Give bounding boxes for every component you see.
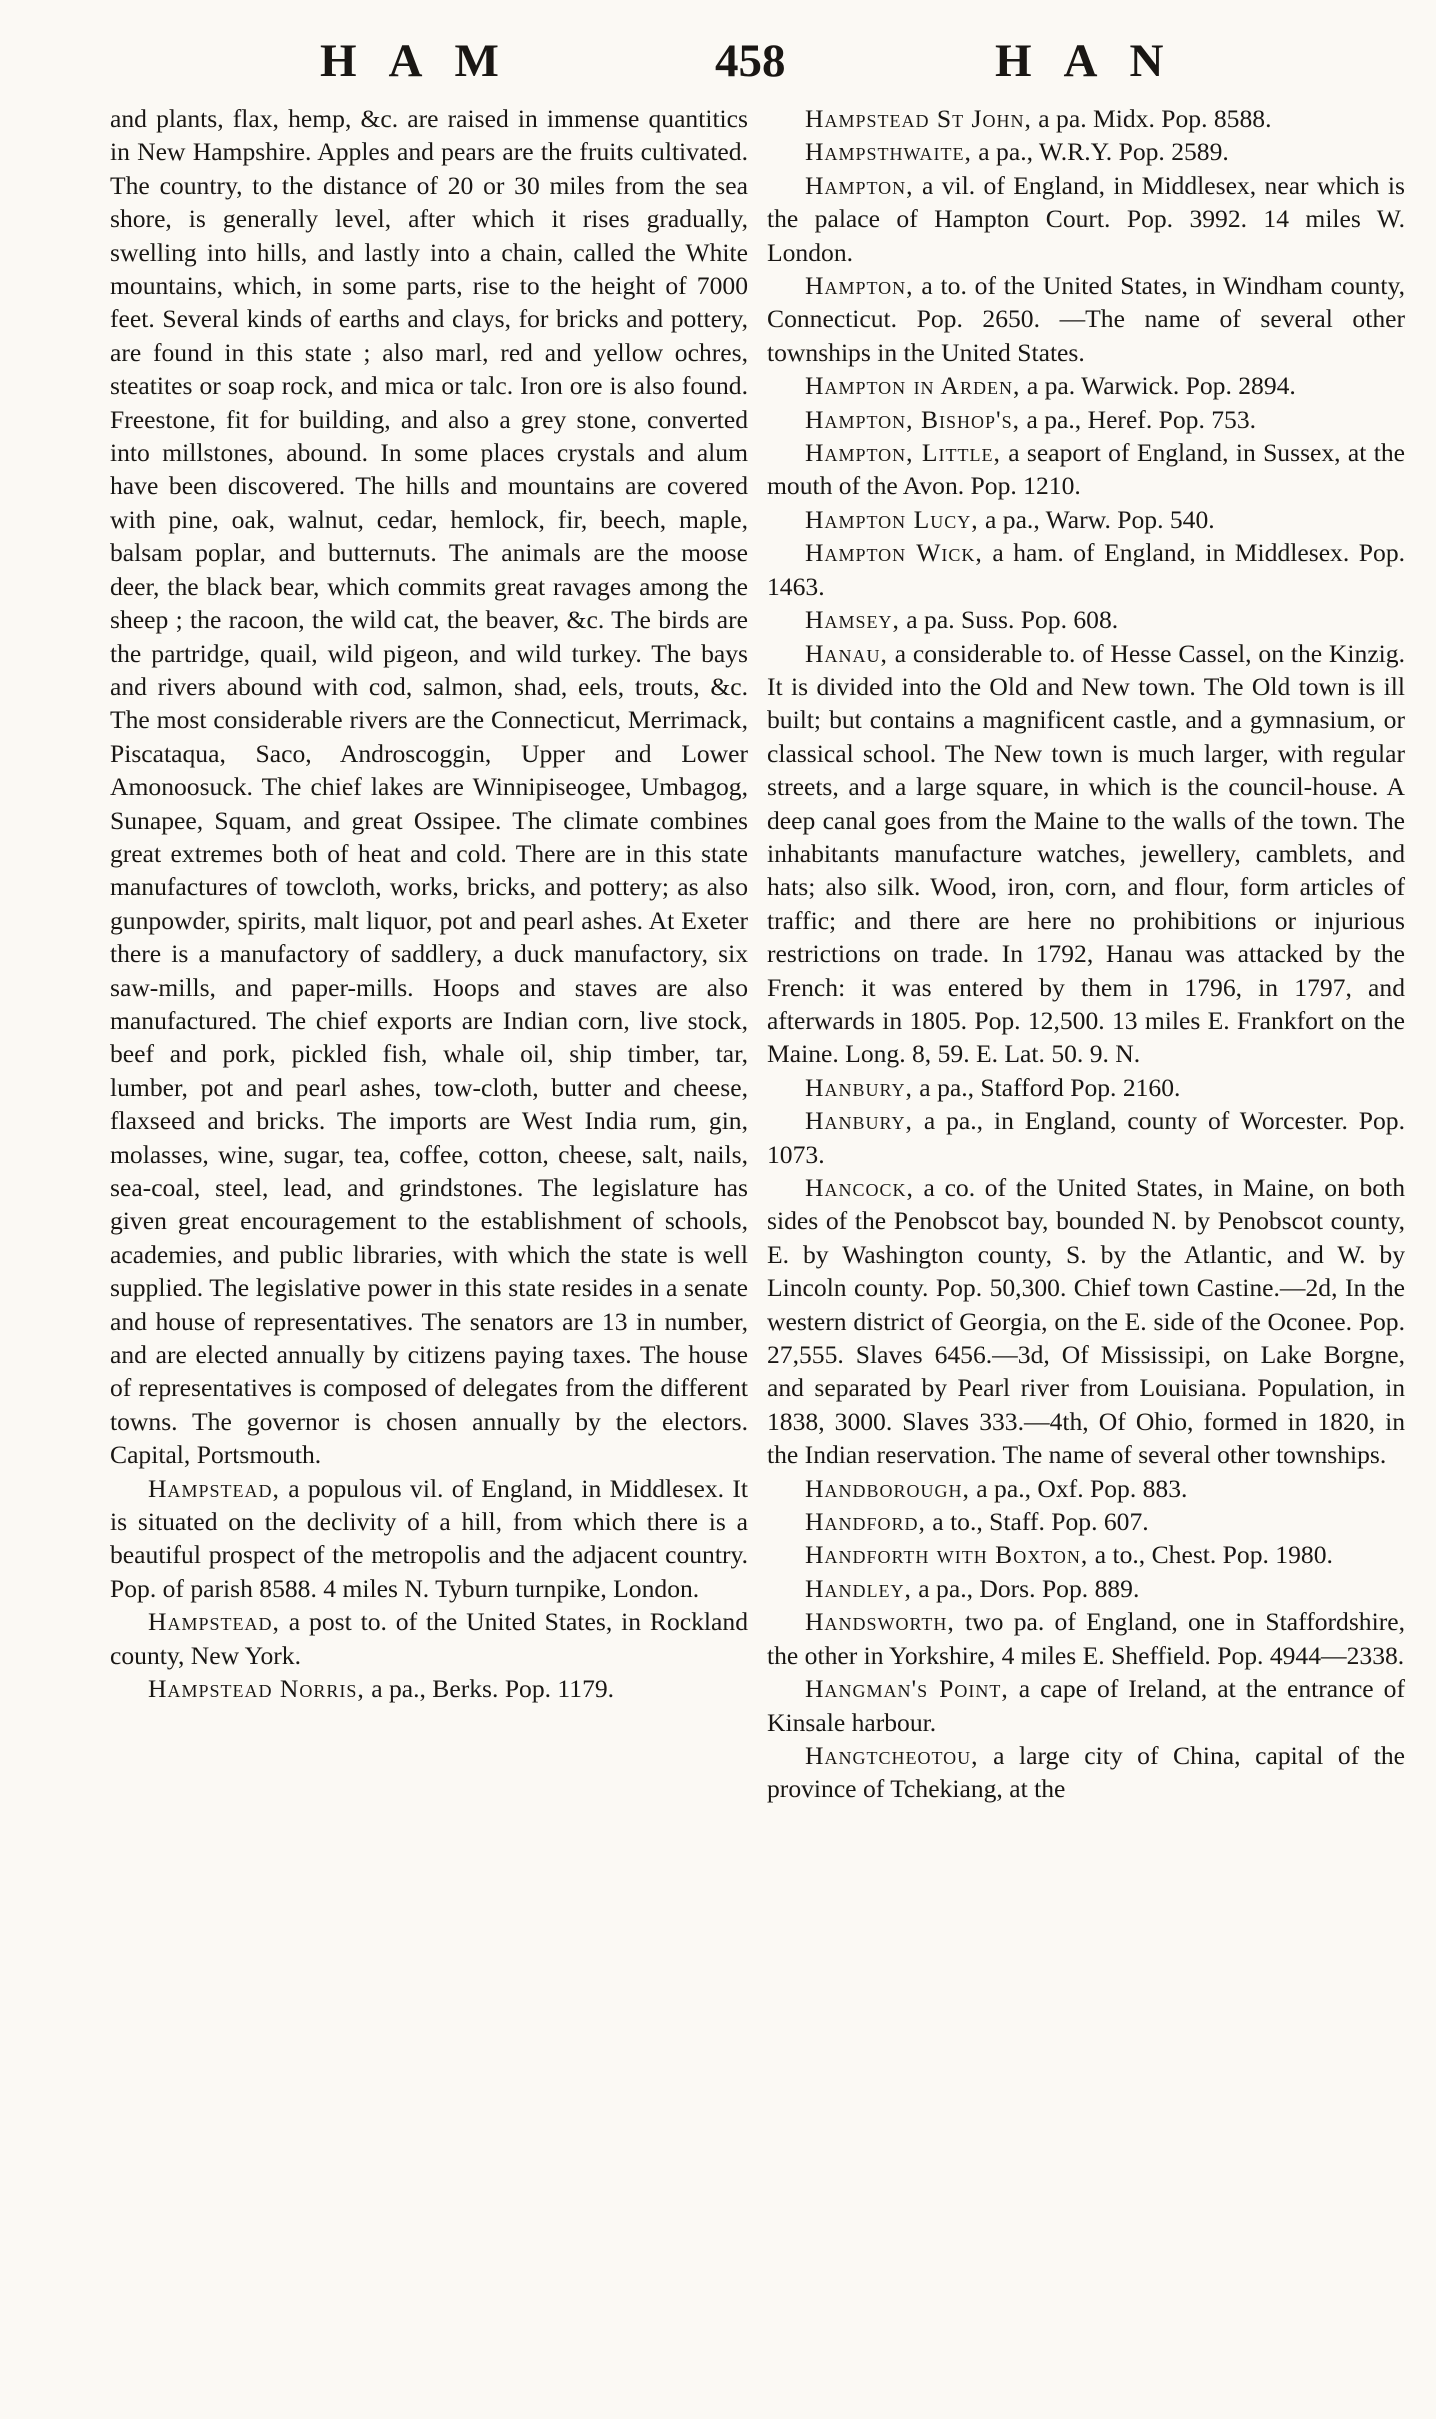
entry-hampton-connecticut bbox=[767, 269, 1405, 369]
entry-text: a to. of the United States, in Windham county, Connecticut. Pop. 2650. —The name of several other townships in the United States. bbox=[767, 271, 1405, 367]
entry-text: a cape of Ireland, at the entrance of Kinsale harbour. bbox=[767, 1674, 1406, 1737]
entry-headword: Hamsey, bbox=[805, 605, 900, 635]
entry-headword: Hampton, bbox=[805, 170, 914, 200]
entry-text: a vil. of England, in Middlesex, near which is the palace of Hampton Court. Pop. 3992. 14 miles W. London. bbox=[767, 170, 1405, 267]
entry-text: a pa., Heref. Pop. 753. bbox=[1020, 404, 1257, 434]
entry-headword: Hanbury, bbox=[805, 1072, 913, 1102]
entry-text: a to., Staff. Pop. 607. bbox=[925, 1507, 1149, 1537]
entry-hancock bbox=[767, 1171, 1405, 1472]
entry-handforth-with-boxton bbox=[767, 1538, 1405, 1571]
entry-text: a post to. of the United States, in Rockland county, New York. bbox=[110, 1607, 748, 1670]
header-right: HAN bbox=[995, 35, 1196, 87]
entry-hanbury-worcester bbox=[767, 1104, 1405, 1171]
entry-hampton-lucy bbox=[767, 503, 1405, 536]
entry-headword: Hampstead, bbox=[148, 1473, 280, 1503]
entry-hangtcheotou bbox=[767, 1739, 1405, 1806]
entry-text: a pa., Warw. Pop. 540. bbox=[978, 504, 1215, 534]
entry-text: a large city of China, capital of the province of Tchekiang, at the bbox=[767, 1740, 1405, 1804]
entry-hanbury-stafford bbox=[767, 1071, 1405, 1104]
entry-hampton-in-arden bbox=[767, 369, 1405, 402]
entry-text: a pa. Warwick. Pop. 2894. bbox=[1020, 371, 1296, 401]
entry-hampton-wick bbox=[767, 536, 1405, 603]
entry-text: two pa. of England, one in Staffordshire, the other in Yorkshire, 4 miles E. Sheffield. Pop. 4944—2338. bbox=[767, 1607, 1405, 1670]
entry-hampstead-st-john bbox=[767, 102, 1405, 135]
entry-text: a co. of the United States, in Maine, on both sides of the Penobscot bay, bounded N. by Penobscot county, E. by Washington county, S. by the Atlantic, and W. by Lincoln county. Pop. 50,300. Chief town Castine.—2d, In the western district of Georgia, on the E. side of the Oconee. Pop. 27,555. Slaves 6456.—3d, Of Mississipi, on Lake Borgne, and separated by Pearl river from Louisiana. Population, in 1838, 3000. Slaves 333.—4th, Of Ohio, formed in 1820, in the Indian reservation. The name of several other townships. bbox=[767, 1173, 1405, 1470]
entry-text: and plants, flax, hemp, &c. are raised in immense quantitics in New Hampshire. Apples and pears are the fruits cultivated. The country, to the distance of 20 or 30 miles from the sea shore, is generally level, after which it rises gradually, swelling into hills, and lastly into a chain, called the White mountains, which, in some parts, rise to the height of 7000 feet. Several kinds of earths and clays, for bricks and pottery, are found in this state ; also marl, red and yellow ochres, steatites or soap rock, and mica or talc. Iron ore is also found. Freestone, fit for building, and also a grey stone, converted into millstones, abound. In some places crystals and alum have been discovered. The hills and mountains are covered with pine, oak, walnut, cedar, hemlock, fir, beech, maple, balsam poplar, and butternuts. The animals are the moose deer, the black bear, which commits great ravages among the sheep ; the racoon, the wild cat, the beaver, &c. The birds are the partridge, quail, wild pigeon, and wild turkey. The bays and rivers abound with cod, salmon, shad, eels, trouts, &c. The most considerable rivers are the Connecticut, Merrimack, Piscataqua, Saco, Androscoggin, Upper and Lower Amonoosuck. The chief lakes are Winnipiseogee, Umbagog, Sunapee, Squam, and great Ossipee. The climate combines great extremes both of heat and cold. There are in this state manufactures of towcloth, works, bricks, and pottery; as also gunpowder, spirits, malt liquor, pot and pearl ashes. At Exeter there is a manufactory of saddlery, a duck manufactory, six saw-mills, and paper-mills. Hoops and staves are also manufactured. The chief exports are Indian corn, live stock, beef and pork, pickled fish, whale oil, ship timber, tar, lumber, pot and pearl ashes, tow-cloth, butter and cheese, flaxseed and bricks. The imports are West India rum, gin, molasses, wine, sugar, tea, coffee, cotton, cheese, salt, nails, sea-coal, steel, lead, and grindstones. The legislature has given great encouragement to the establishment of schools, academies, and public libraries, with which the state is well supplied. The legislative power in this state resides in a senate and house of representatives. The senators are 13 in number, and are elected annually by citizens paying taxes. The house of representatives is composed of delegates from the different towns. The governor is chosen annually by the electors. Capital, Portsmouth. bbox=[110, 104, 748, 1470]
entry-headword: Hanbury, bbox=[805, 1106, 913, 1136]
page-number: 458 bbox=[715, 35, 786, 87]
entry-handford bbox=[767, 1505, 1405, 1538]
entry-headword: Hampsthwaite, bbox=[805, 137, 972, 167]
entry-headword: Handford, bbox=[805, 1507, 926, 1537]
entry-headword: Hampton Lucy, bbox=[805, 504, 979, 534]
entry-headword: Hampton, Bishop's, bbox=[805, 404, 1021, 434]
entry-text: a considerable to. of Hesse Cassel, on the Kinzig. It is divided into the Old and New town. The Old town is ill built; but contains a magnificent castle, and a gymnasium, or classical school. The New town is much larger, with regular streets, and a large square, in which is the council-house. A deep canal goes from the Maine to the walls of the town. The inhabitants manufacture watches, jewellery, camblets, and hats; also silk. Wood, iron, corn, and flour, form articles of traffic; and there are here no prohibitions or injurious restrictions on trade. In 1792, Hanau was attacked by the French: it was entered by them in 1796, in 1797, and afterwards in 1805. Pop. 12,500. 13 miles E. Frankfort on the Maine. Long. 8, 59. E. Lat. 50. 9. N. bbox=[767, 638, 1405, 1069]
entry-continuation bbox=[110, 102, 748, 1472]
left-column bbox=[110, 102, 748, 1706]
right-column bbox=[767, 102, 1405, 1806]
entry-hampsthwaite bbox=[767, 135, 1405, 168]
entry-hampton-middlesex bbox=[767, 169, 1405, 269]
entry-hamsey bbox=[767, 603, 1405, 636]
header-left: HAM bbox=[320, 35, 531, 87]
entry-headword: Hampstead Norris, bbox=[148, 1674, 365, 1704]
entry-hampton-bishops bbox=[767, 403, 1405, 436]
entry-text: a pa., Stafford Pop. 2160. bbox=[912, 1072, 1181, 1102]
entry-text: a seaport of England, in Sussex, at the mouth of the Avon. Pop. 1210. bbox=[767, 438, 1405, 501]
entry-headword: Hancock, bbox=[805, 1173, 914, 1202]
entry-text: a ham. of England, in Middlesex. Pop. 1463. bbox=[767, 538, 1406, 601]
entry-headword: Handborough, bbox=[805, 1473, 970, 1503]
entry-headword: Hampton in Arden, bbox=[805, 371, 1021, 401]
entry-handsworth bbox=[767, 1605, 1405, 1672]
entry-headword: Hampton, bbox=[805, 271, 914, 301]
entry-headword: Hampstead St John, bbox=[805, 104, 1032, 133]
entry-text: a pa. Midx. Pop. 8588. bbox=[1031, 104, 1272, 133]
entry-text: a to., Chest. Pop. 1980. bbox=[1088, 1540, 1333, 1570]
entry-headword: Handforth with Boxton, bbox=[805, 1540, 1089, 1570]
entry-hampstead-norris bbox=[110, 1672, 748, 1705]
entry-headword: Hampton, Little, bbox=[805, 438, 1001, 468]
entry-headword: Hampton Wick, bbox=[805, 538, 983, 568]
entry-headword: Hampstead, bbox=[148, 1607, 280, 1637]
entry-hampstead-post bbox=[110, 1605, 748, 1672]
entry-headword: Handsworth, bbox=[805, 1607, 955, 1637]
entry-text: a pa., Oxf. Pop. 883. bbox=[969, 1473, 1188, 1503]
entry-text: a pa. Suss. Pop. 608. bbox=[899, 605, 1119, 635]
entry-headword: Hanau, bbox=[805, 638, 888, 668]
entry-text: a pa., Dors. Pop. 889. bbox=[911, 1573, 1140, 1603]
entry-hampstead bbox=[110, 1472, 748, 1606]
entry-headword: Hangtcheotou, bbox=[805, 1740, 979, 1770]
entry-hampton-little bbox=[767, 436, 1405, 503]
entry-text: a pa., Berks. Pop. 1179. bbox=[364, 1674, 615, 1704]
entry-hanau bbox=[767, 637, 1405, 1071]
entry-hangmans-point bbox=[767, 1672, 1405, 1739]
entry-text: a pa., W.R.Y. Pop. 2589. bbox=[971, 137, 1229, 167]
entry-handborough bbox=[767, 1472, 1405, 1505]
entry-text: a populous vil. of England, in Middlesex. It is situated on the declivity of a hill, from which there is a beautiful prospect of the metropolis and the adjacent country. Pop. of parish 8588. 4 miles N. Tyburn turnpike, London. bbox=[110, 1473, 748, 1603]
entry-headword: Hangman's Point, bbox=[805, 1674, 1009, 1704]
entry-headword: Handley, bbox=[805, 1573, 912, 1603]
entry-text: a pa., in England, county of Worcester. Pop. 1073. bbox=[767, 1106, 1405, 1169]
running-header bbox=[110, 34, 1400, 94]
entry-handley bbox=[767, 1572, 1405, 1605]
